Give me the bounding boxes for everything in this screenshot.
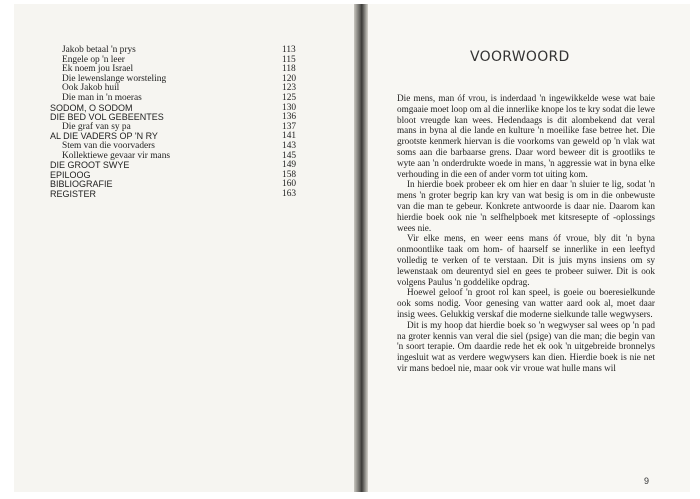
- paragraph: Vir elke mens, en weer eens mans óf vroue, bly dit 'n byna onmoontlike taak om hom- of haarself se innerlike in een leeftyd volledig te verken of te verstaan. Dit is juis myns insiens om sy lewenstaak om deurentyd siel en gees te probeer suiwer. Dit is ook volgens Paulus 'n goddelike opdrag.: [397, 233, 655, 287]
- toc-entry-page: 123: [282, 83, 297, 94]
- toc-entry-title: Die graf van sy pa: [62, 121, 131, 132]
- toc-entry: [50, 190, 310, 200]
- toc-entry-page: 120: [282, 73, 297, 84]
- toc-entry-title: Kollektiewe gevaar vir mans: [62, 150, 171, 161]
- toc-entry-title: Engele op 'n leer: [62, 54, 125, 65]
- toc-entry-page: 143: [282, 140, 297, 151]
- toc-entry-title: Die man in 'n moeras: [62, 92, 142, 103]
- toc-entry-page: 149: [282, 160, 297, 171]
- foreword-text: [397, 93, 655, 374]
- toc-entry-title: Ook Jakob huil: [62, 83, 120, 94]
- toc-entry-title: SODOM, O SODOM: [50, 102, 133, 113]
- paragraph: Die mens, man óf vrou, is inderdaad 'n ingewikkelde wese wat baie omgaaie moet loop om al die innerlike knope los te kry sodat die lewe bloot vreugde kan wees. Hedendaags is dit alombekend dat veral mans in byna al die lande en kulture 'n moeilike fase betree het. Die grootste kenmerk hiervan is die voorkoms van geweld op 'n vlak wat soms aan die barbaarse grens. Daar word beweer dit is grootliks te wyte aan 'n onderdrukte woede in mans, 'n aggressie wat in byna elke verhouding in die een of ander vorm tot uiting kom.: [397, 93, 655, 179]
- left-page: [14, 4, 354, 492]
- toc-entry-page: 145: [282, 150, 297, 161]
- toc-entry-title: Jakob betaal 'n prys: [62, 45, 136, 55]
- toc-entry-title: BIBLIOGRAFIE: [50, 179, 113, 190]
- toc-entry-page: 136: [282, 112, 297, 123]
- page-title: VOORWOORD: [470, 49, 570, 65]
- toc-entry-page: 163: [282, 188, 297, 199]
- toc-entry-title: DIE GROOT SWYE: [50, 160, 130, 171]
- toc-entry-page: 141: [282, 131, 297, 142]
- toc-entry-title: Ek noem jou Israel: [62, 64, 134, 75]
- toc-entry-title: Die lewenslange worsteling: [62, 73, 167, 84]
- paragraph: Hoewel geloof 'n groot rol kan speel, is goeie ou boeresielkunde ook soms nodig. Voor genesing van watter aard ook al, moet daar insig wees. Gelukkig verskaf die moderne sielkunde talle wegwysers.: [397, 287, 655, 319]
- table-of-contents: [50, 46, 310, 200]
- toc-entry-title: Stem van die voorvaders: [62, 140, 155, 151]
- paragraph: Dit is my hoop dat hierdie boek so 'n wegwyser sal wees op 'n pad na groter kennis van veral die siel (psige) van die man; die begin van 'n soort terapie. Om daardie rede het ek ook 'n uitgebreide bronnelys ingesluit wat as verdere wegwysers kan dien. Hierdie boek is nie net vir mans bedoel nie, maar ook vir vroue wat hulle mans wil: [397, 319, 655, 373]
- toc-entry-page: 125: [282, 92, 297, 103]
- toc-entry-title: AL DIE VADERS OP 'N RY: [50, 131, 158, 142]
- toc-entry-page: 113: [282, 45, 296, 55]
- page-number: 9: [644, 476, 650, 486]
- toc-entry-page: 118: [282, 64, 296, 75]
- toc-entry-title: DIE BED VOL GEBEENTES: [50, 112, 164, 123]
- toc-entry-page: 115: [282, 54, 296, 65]
- book-gutter: [354, 4, 368, 492]
- toc-entry-page: 137: [282, 121, 297, 132]
- toc-entry-page: 160: [282, 179, 297, 190]
- toc-entry-page: 158: [282, 169, 297, 180]
- toc-entry-page: 130: [282, 102, 297, 113]
- paragraph: In hierdie boek probeer ek om hier en daar 'n sluier te lig, sodat 'n mens 'n groter begrip kan kry van wat besig is om in die onbewuste van die man te gebeur. Konkrete antwoorde is daar nie. Daarom kan hierdie boek ook nie 'n selfhelpboek met kitsresepte of -oplossings wees nie.: [397, 179, 655, 233]
- toc-entry-title: REGISTER: [50, 188, 97, 199]
- toc-entry-title: EPILOOG: [50, 169, 91, 180]
